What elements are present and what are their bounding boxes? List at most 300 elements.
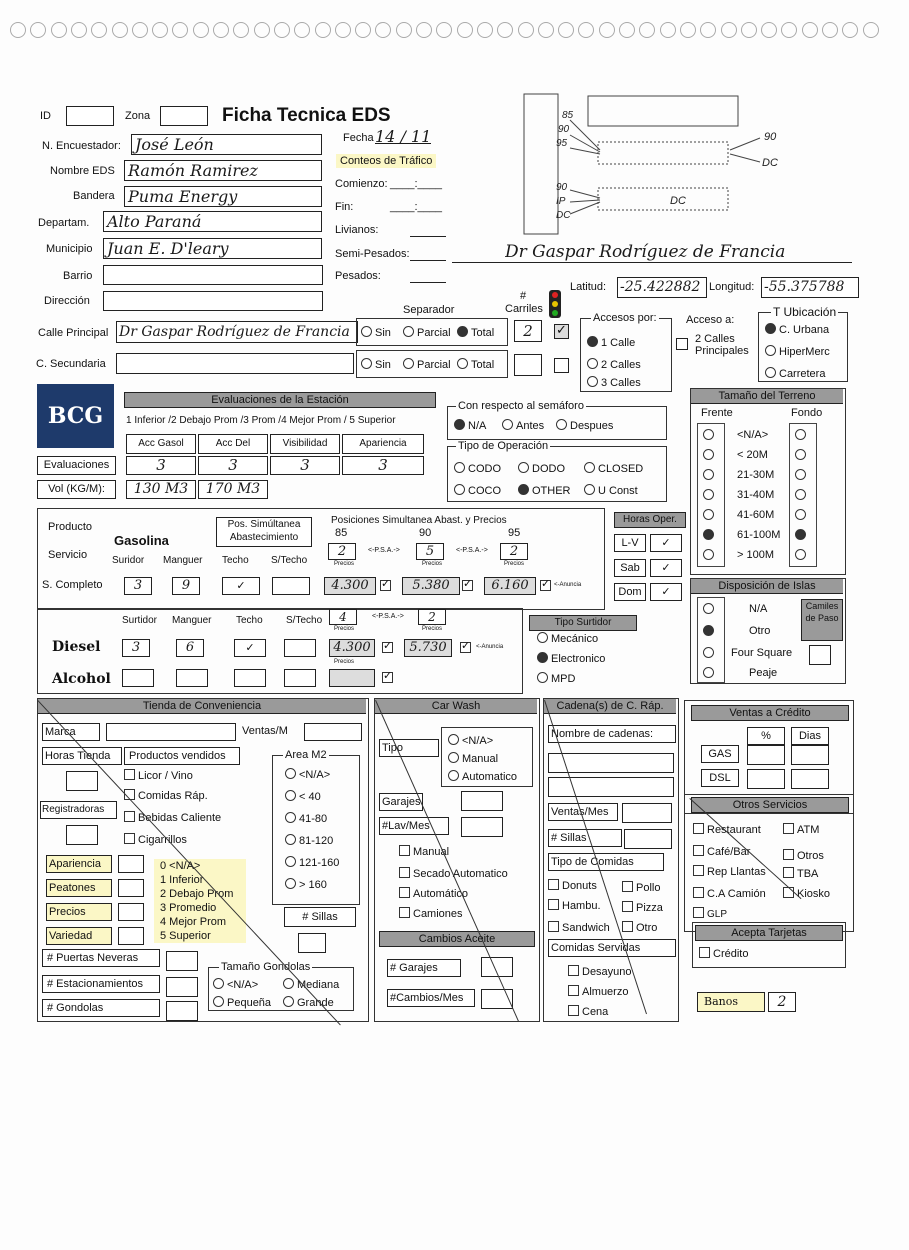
dsl-surtidor[interactable]: 3 [122,639,150,657]
sep-total[interactable]: Total [457,326,494,339]
tarjetas-credito[interactable]: Crédito [699,947,748,960]
tienda-header: Tienda de Conveniencia [38,699,366,714]
gon-na[interactable]: <N/A> [213,978,258,991]
stecho-label: S/Techo [286,615,323,626]
precios-label: Precios [334,659,355,665]
semi-line[interactable] [410,260,446,261]
separador-secundaria [356,350,508,378]
fondo-radio[interactable] [795,529,809,542]
binder-hole [477,22,493,38]
fecha-label: Fecha [343,132,374,144]
binder-hole [254,22,270,38]
cw-manual[interactable]: Manual [448,752,498,765]
aceite-header: Cambios Aceite [379,931,535,947]
sketch-label: 90 [556,182,568,193]
site-sketch [520,90,790,240]
binder-hole [396,22,412,38]
banos-field[interactable]: 2 [768,992,796,1012]
psa-95[interactable]: 2 [500,543,528,560]
op-dodo[interactable]: DODO [518,462,565,475]
psa-85[interactable]: 2 [328,543,356,560]
otros-camion[interactable]: C.A Camión [693,887,766,900]
otros-otros[interactable]: Otros [783,849,824,862]
surtidor-electronico[interactable]: Electronico [537,652,605,665]
gas-techo[interactable]: ✓ [222,577,260,595]
camiles-field[interactable] [809,645,831,665]
acceso-3[interactable]: 3 Calles [587,376,641,389]
terreno-size-label: > 100M [737,549,774,561]
gas-surtidor[interactable]: 3 [124,577,152,595]
food-pollo[interactable]: Pollo [622,881,660,894]
encuestador-field[interactable]: José León [131,134,322,155]
frente-radio[interactable] [703,449,717,462]
p-cigarrillos[interactable]: Cigarrillos [124,833,187,846]
gasolina-label: Gasolina [114,533,169,548]
anuncia-label: <-Anuncia [554,582,582,588]
binder-hole [842,22,858,38]
alc-precio[interactable] [329,669,375,687]
semaforo-group [447,400,667,440]
fondo-radio[interactable] [795,469,809,482]
lav-field[interactable] [461,817,503,837]
precios-tienda-field[interactable] [118,903,144,921]
otros-rep[interactable]: Rep Llantas [693,865,766,878]
binder-hole [233,22,249,38]
surtidor-mecanico[interactable]: Mecánico [537,632,598,645]
col-visibilidad: Visibilidad [270,434,340,454]
alc-stecho[interactable] [284,669,316,687]
food-donuts[interactable]: Donuts [548,879,597,892]
fondo-radio[interactable] [795,489,809,502]
terreno-size-label: < 20M [737,449,768,461]
ubic-carretera[interactable]: Carretera [765,367,825,380]
otros-cafe[interactable]: Café/Bar [693,845,750,858]
islas-na: N/A [749,603,768,615]
direccion-field[interactable] [103,291,323,311]
anuncia-check[interactable] [382,672,396,685]
registradoras-field[interactable] [66,825,98,845]
sketch-line [570,135,600,152]
food-otro[interactable]: Otro [622,921,657,934]
horas-tienda-label: Horas Tienda [42,747,122,765]
acceso-a-option: 2 Calles Principales [695,333,749,357]
dsl-precio-1[interactable]: 4.300 [329,639,375,657]
precios-label: Precios [334,561,355,567]
cadena-sillas-field[interactable] [624,829,672,849]
calle-principal-field[interactable]: Dr Gaspar Rodríguez de Francia [116,321,358,343]
livianos-line[interactable] [410,236,446,237]
credito-gas-pct[interactable] [747,745,785,765]
binder-hole [51,22,67,38]
sep2-sin[interactable]: Sin [361,358,391,371]
credito-gas-dias[interactable] [791,745,829,765]
sketch-line [730,154,760,162]
area-plus[interactable]: > 160 [285,878,327,891]
binder-hole [578,22,594,38]
semi-label: Semi-Pesados: [335,248,410,260]
horas-sab-check[interactable]: ✓ [650,559,682,577]
sketch-label: 90 [764,131,777,143]
binder-hole [91,22,107,38]
binder-hole [761,22,777,38]
fin-value[interactable]: ____:____ [390,201,442,213]
producto-section [37,508,605,610]
zona-field[interactable] [160,106,208,126]
precio-95[interactable]: 6.160 [484,577,536,595]
eval-acc-gasol[interactable]: 3 [126,456,196,475]
surtidor-header: Tipo Surtidor [529,615,637,631]
binder-hole [294,22,310,38]
serv-desayuno[interactable]: Desayuno [568,965,632,978]
frente-radio[interactable] [703,489,717,502]
terreno-size-label: 31-40M [737,489,775,501]
ventas-label: Ventas/M [242,725,288,737]
gas-stecho[interactable] [272,577,310,595]
longitud-field[interactable]: -55.375788 [761,277,859,298]
horas-sab-label: Sab [614,559,646,577]
binder-hole [700,22,716,38]
binder-hole [721,22,737,38]
op-closed[interactable]: CLOSED [584,462,643,475]
conteos-label: Conteos de Tráfico [336,154,436,168]
carriles-field-2[interactable] [514,354,542,376]
alc-manguer[interactable] [176,669,208,687]
neveras-label: # Puertas Neveras [42,949,160,967]
binder-hole [599,22,615,38]
calle-secundaria-field[interactable] [116,353,354,374]
tamano-gondolas-group [208,961,354,1011]
sketch-road [524,94,558,234]
sketch-label: 90 [558,124,570,135]
binder-hole [172,22,188,38]
area-40[interactable]: < 40 [285,790,321,803]
sketch-line [730,138,760,150]
frente-radio[interactable] [703,549,717,562]
variedad-field[interactable] [118,927,144,945]
otros-tba[interactable]: TBA [783,867,818,880]
dsl-psa-2[interactable]: 2 [418,609,446,625]
anuncia-check[interactable] [540,580,554,593]
sketch-island-1 [598,142,728,164]
sketch-label: DC [762,157,778,169]
carriles-check-2[interactable] [554,358,569,373]
binder-hole [781,22,797,38]
cw-c-automatico[interactable]: Automático [399,887,468,900]
binder-hole [213,22,229,38]
p-licor[interactable]: Licor / Vino [124,769,193,782]
dsl-stecho[interactable] [284,639,316,657]
otros-kiosko[interactable]: Kiosko [783,887,830,900]
col-acc-gasol: Acc Gasol [126,434,196,454]
carriles-check[interactable]: ✓ [554,324,569,339]
terreno-size-label: 61-100M [737,529,781,541]
fondo-radio[interactable] [795,509,809,522]
precio-90[interactable]: 5.380 [402,577,460,595]
gas-manguer[interactable]: 9 [172,577,200,595]
estacionamientos-field[interactable] [166,977,198,997]
otros-atm[interactable]: ATM [783,823,819,836]
cw-c-manual[interactable]: Manual [399,845,449,858]
binder-hole [660,22,676,38]
evaluaciones-header: Evaluaciones de la Estación [124,392,436,408]
evaluaciones-label: Evaluaciones [37,456,116,475]
surtidor-mpd[interactable]: MPD [537,672,575,685]
horas-tienda-field[interactable] [66,771,98,791]
vol-label: Vol (KG/M): [37,480,116,499]
semaforo-na[interactable]: N/A [454,419,486,432]
area-120[interactable]: 81-120 [285,834,333,847]
ventas-field[interactable] [304,723,362,741]
credito-dsl-label: DSL [701,769,739,787]
dsl-techo[interactable]: ✓ [234,639,266,657]
binder-hole [802,22,818,38]
ubic-hiper[interactable]: HiperMerc [765,345,830,358]
sketch-label: DC [670,195,686,207]
anuncia-check[interactable] [382,642,396,655]
cadena-nombre-field-2[interactable] [548,777,674,797]
precios-label: Precios [334,626,355,632]
islas-group [690,578,846,684]
octane-90: 90 [419,527,432,539]
cadena-ventas-field[interactable] [622,803,672,823]
operacion-group [447,440,667,502]
sketch-island-2 [598,188,728,210]
barrio-label: Barrio [63,270,93,282]
op-uconst[interactable]: U Const [584,484,638,497]
op-coco[interactable]: COCO [454,484,501,497]
nombre-field[interactable]: Ramón Ramirez [124,160,322,181]
horas-header: Horas Oper. [614,512,686,528]
latitud-label: Latitud: [570,281,607,293]
precios-label: Precios [504,561,525,567]
carwash-section [374,698,540,1022]
fondo-radio[interactable] [795,449,809,462]
sep2-total[interactable]: Total [457,358,494,371]
psa-90[interactable]: 5 [416,543,444,560]
horas-lv-check[interactable]: ✓ [650,534,682,552]
fondo-radio[interactable] [795,549,809,562]
tarjetas-header: Acepta Tarjetas [695,925,843,941]
marca-field[interactable] [106,723,236,741]
horas-dom-check[interactable]: ✓ [650,583,682,601]
gon-grande[interactable]: Grande [283,996,334,1009]
col-acc-del: Acc Del [198,434,268,454]
barrio-field[interactable] [103,265,323,285]
food-pizza[interactable]: Pizza [622,901,663,914]
binder-hole [822,22,838,38]
area-80[interactable]: 41-80 [285,812,327,825]
cw-na[interactable]: <N/A> [448,734,493,747]
octane-85: 85 [335,527,348,539]
binder-hole [558,22,574,38]
sep-parcial[interactable]: Parcial [403,326,451,339]
fondo-label: Fondo [791,407,823,419]
sillas-tienda-field[interactable] [298,933,326,953]
area-title: Area M2 [285,749,327,761]
binder-hole [193,22,209,38]
registradoras-label: Registradoras [40,801,117,819]
p-bebidas[interactable]: Bebidas Caliente [124,811,221,824]
ubic-urbana[interactable]: C. Urbana [765,323,829,336]
serv-almuerzo[interactable]: Almuerzo [568,985,628,998]
dsl-precio-2[interactable]: 5.730 [404,639,452,657]
credito-dsl-dias[interactable] [791,769,829,789]
comienzo-value[interactable]: ____:____ [390,178,442,190]
diesel-section [37,608,523,694]
accesos-group [580,312,672,392]
cw-auto[interactable]: Automatico [448,770,517,783]
psa-arrow: <-P.S.A.-> [372,613,404,620]
dsl-psa-1[interactable]: 4 [329,609,357,625]
binder-hole [538,22,554,38]
binder-hole [30,22,46,38]
anuncia-label: <-Anuncia [476,644,504,650]
eval-acc-del[interactable]: 3 [198,456,268,475]
terreno-size-label: 41-60M [737,509,775,521]
depto-field[interactable]: Alto Paraná [103,211,322,232]
sep2-parcial[interactable]: Parcial [403,358,451,371]
fondo-radio[interactable] [795,429,809,442]
cw-c-secado[interactable]: Secado Automatico [399,867,508,880]
binder-hole [71,22,87,38]
acceso-a-check[interactable] [676,338,688,350]
anuncia-check[interactable] [462,580,476,593]
estacionamientos-label: # Estacionamientos [42,975,160,993]
traffic-light-icon [549,290,561,318]
cw-c-camiones[interactable]: Camiones [399,907,463,920]
livianos-label: Livianos: [335,224,379,236]
islas-header: Disposición de Islas [691,579,843,594]
vol-value-2[interactable]: 170 M3 [198,480,268,499]
latitud-field[interactable]: -25.422882 [617,277,707,298]
bandera-field[interactable]: Puma Energy [124,186,322,207]
food-sandwich[interactable]: Sandwich [548,921,610,934]
vol-value-1[interactable]: 130 M3 [126,480,196,499]
semaforo-title: Con respecto al semáforo [458,400,584,412]
cadena-tipo-label: Tipo de Comidas [548,853,664,871]
semaforo-despues[interactable]: Despues [556,419,613,432]
tamano-gondolas-title: Tamaño Gondolas [221,961,311,973]
tienda-scale: 0 <N/A> 1 Inferior 2 Debajo Prom 3 Promedio 4 Mejor Prom 5 Superior [154,859,246,943]
credito-dsl-pct[interactable] [747,769,785,789]
anuncia-check[interactable] [460,642,474,655]
gon-pequena[interactable]: Pequeña [213,996,271,1009]
binder-hole [497,22,513,38]
fecha-value[interactable]: 14 / 11 [375,127,432,146]
sketch-line [570,202,600,214]
otros-restaurant[interactable]: Restaurant [693,823,761,836]
acceso-a-label: Acceso a: [686,314,735,326]
precio-85[interactable]: 4.300 [324,577,376,595]
eval-visibilidad[interactable]: 3 [270,456,340,475]
techo-label: Techo [222,555,249,566]
sep-sin[interactable]: Sin [361,326,391,339]
neveras-field[interactable] [166,951,198,971]
islas-otro: Otro [749,625,771,637]
binder-hole [335,22,351,38]
op-other[interactable]: OTHER [518,484,571,497]
banos-label: Banos [697,992,765,1012]
dsl-manguer[interactable]: 6 [176,639,204,657]
op-codo[interactable]: CODO [454,462,501,475]
area-na[interactable]: <N/A> [285,768,330,781]
anuncia-check[interactable] [380,580,394,593]
direccion-label: Dirección [44,295,90,307]
pesados-line[interactable] [410,282,446,283]
separador-label: Separador [403,304,455,316]
binder-hole [132,22,148,38]
cadena-ventas-label: Ventas/Mes [548,803,618,821]
garajes-field[interactable] [461,791,503,811]
frente-radio[interactable] [703,469,717,482]
carriles-label: # Carriles [505,290,543,315]
cadena-nombre-label: Nombre de cadenas: [548,725,676,743]
food-hambu[interactable]: Hambu. [548,899,601,912]
servicio-label: Servicio [48,549,88,561]
otros-glp[interactable]: GLP [693,907,727,920]
frente-radio[interactable] [703,509,717,522]
binder-hole [436,22,452,38]
tienda-section [37,698,369,1022]
carriles-field[interactable]: 2 [514,320,542,342]
area-160[interactable]: 121-160 [285,856,339,869]
islas-peaje-radio[interactable] [703,667,717,680]
credito-pct-label: % [747,727,785,745]
municipio-field[interactable]: Juan E. D'leary [103,238,322,259]
variedad-label: Variedad [46,927,112,945]
gon-mediana[interactable]: Mediana [283,978,339,991]
binder-hole [680,22,696,38]
credito-dias-label: Dias [791,727,829,745]
binder-hole [741,22,757,38]
sketch-line [570,120,600,150]
area-group [272,749,360,905]
alc-techo[interactable] [234,669,266,687]
serv-cena[interactable]: Cena [568,1005,608,1018]
gondolas-field[interactable] [166,1001,198,1021]
comienzo-label: Comienzo: [335,178,388,190]
islas-otro-radio[interactable] [703,625,717,638]
street-line [452,262,852,263]
fin-label: Fin: [335,201,354,213]
islas-four-radio[interactable] [703,647,717,660]
peatones-field[interactable] [118,879,144,897]
ubicacion-title: T Ubicación [773,305,837,319]
acceso-1[interactable]: 1 Calle [587,336,635,349]
id-field[interactable] [66,106,114,126]
frente-label: Frente [701,407,733,419]
pos-simultanea-label: Pos. Simúltanea Abastecimiento [216,517,312,547]
stecho-label: S/Techo [271,555,308,566]
frente-radio[interactable] [703,429,717,442]
horas-dom-label: Dom [614,583,646,601]
credito-gas-label: GAS [701,745,739,763]
frente-radio[interactable] [703,529,717,542]
zona-label: Zona [125,110,151,122]
peatones-label: Peatones [46,879,112,897]
eval-apariencia[interactable]: 3 [342,456,424,475]
binder-hole [619,22,635,38]
page-title: Ficha Tecnica EDS [222,105,391,126]
binder-hole [112,22,128,38]
acceso-2[interactable]: 2 Calles [587,358,641,371]
semaforo-antes[interactable]: Antes [502,419,544,432]
p-comidas[interactable]: Comidas Ráp. [124,789,208,802]
islas-na-radio[interactable] [703,603,717,616]
alc-surtidor[interactable] [122,669,154,687]
binder-hole [863,22,879,38]
apariencia-field[interactable] [118,855,144,873]
